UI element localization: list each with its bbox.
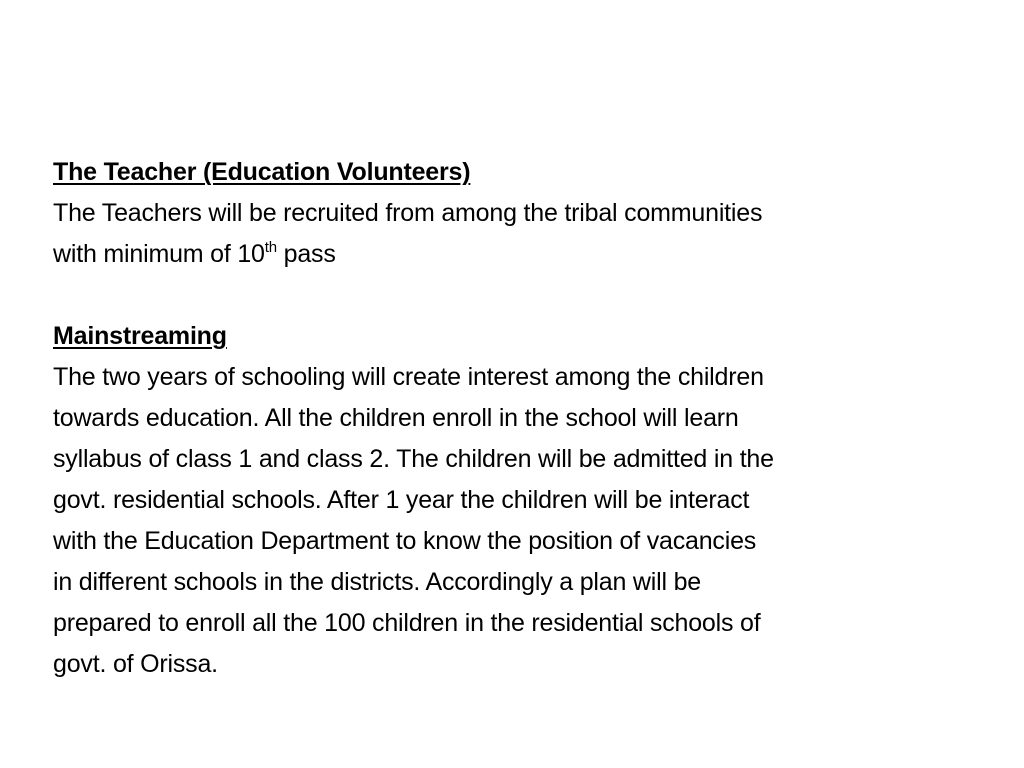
teacher-line-2: [53, 234, 993, 275]
mainstreaming-line-7: prepared to enroll all the 100 children in the residential schools of: [53, 609, 761, 637]
mainstreaming-line-3: syllabus of class 1 and class 2. The children will be admitted in the: [53, 445, 774, 473]
teacher-paragraph: [53, 193, 993, 275]
mainstreaming-line-6: in different schools in the districts. Accordingly a plan will be: [53, 568, 701, 596]
mainstreaming-line-1: The two years of schooling will create interest among the children: [53, 363, 764, 391]
mainstreaming-line-2: towards education. All the children enroll in the school will learn: [53, 404, 739, 432]
mainstreaming-line-4: govt. residential schools. After 1 year the children will be interact: [53, 486, 750, 514]
mainstreaming-line-5: with the Education Department to know the position of vacancies: [53, 527, 757, 555]
teacher-line-2-end: pass: [276, 240, 336, 268]
teacher-line-1: The Teachers will be recruited from among the tribal communities: [53, 199, 763, 227]
mainstreaming-line-8: govt. of Orissa.: [53, 650, 218, 678]
teacher-line-2-text: with minimum of 10: [53, 240, 265, 268]
ordinal-suffix: th: [264, 239, 277, 256]
section-spacer: [53, 275, 993, 316]
mainstreaming-heading: Mainstreaming: [53, 322, 227, 350]
teacher-heading: The Teacher (Education Volunteers): [53, 158, 471, 186]
slide-body: [53, 152, 993, 685]
mainstreaming-paragraph: [53, 357, 993, 685]
